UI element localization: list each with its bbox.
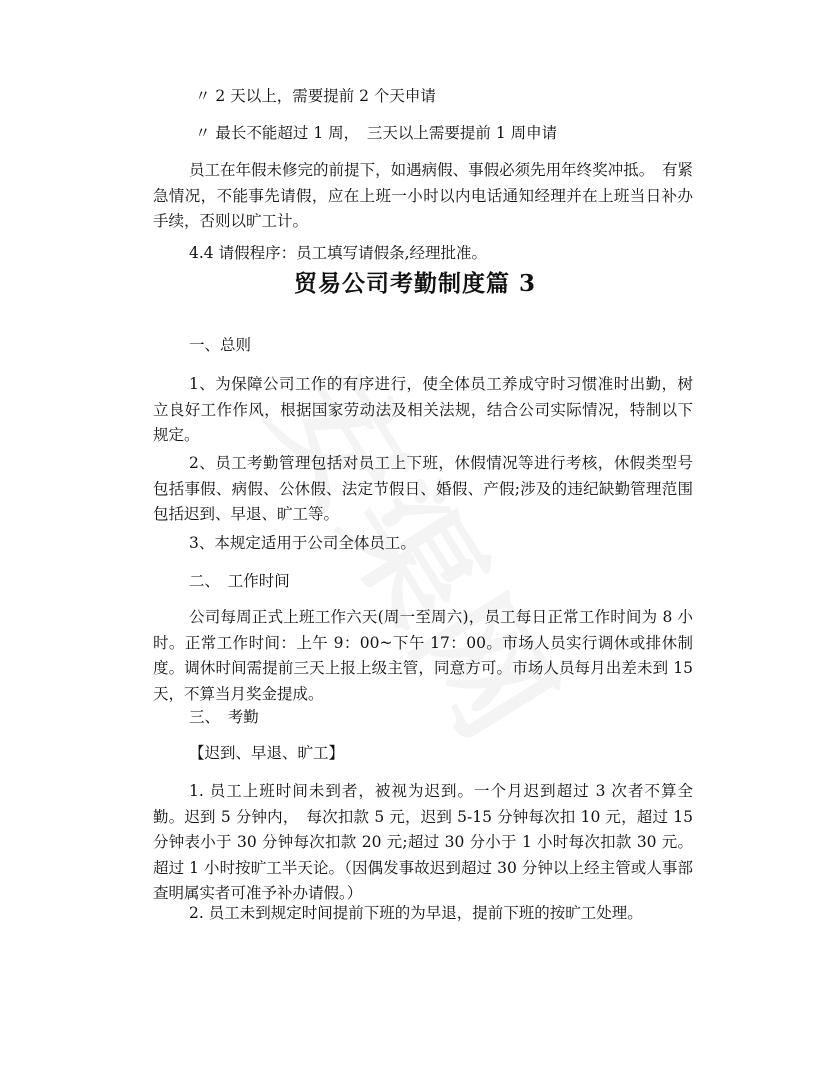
annual-leave-paragraph: 员工在年假未修完的前提下，如遇病假、事假必须先用年终奖冲抵。 有紧急情况，不能事先请假，应在上班一小时以内电话通知经理并在上班当日补办手续，否则以旷工计。	[153, 161, 693, 230]
bullet-line-1: 〃 2 天以上，需要提前 2 个天申请	[195, 87, 436, 105]
work-time-paragraph: 公司每周正式上班工作六天(周一至周六)，员工每日正常工作时间为 8 小时。正常工作时间：上午 9：00~下午 17：00。市场人员实行调休或排休制度。调休时间需提前三天上报上级主管，同意方可。市场人员每月出差未到 15 天，不算当月奖金提成。	[153, 608, 693, 703]
bullet-line-2: 〃 最长不能超过 1 周， 三天以上需要提前 1 周申请	[195, 124, 558, 142]
early-leave-line: 2. 员工未到规定时间提前下班的为早退，提前下班的按旷工处理。	[189, 904, 643, 922]
leave-procedure-line: 4.4 请假程序：员工填写请假条,经理批准。	[189, 244, 488, 262]
heading-attendance: 三、 考勤	[189, 708, 259, 726]
section-title: 贸易公司考勤制度篇 3	[293, 270, 536, 297]
heading-general: 一、总则	[189, 336, 252, 354]
general-item-1: 1、为保障公司工作的有序进行，使全体员工养成守时习惯准时出勤，树立良好工作作风，根据国家劳动法及相关法规，结合公司实际情况，特制以下规定。	[153, 375, 693, 444]
general-item-2: 2、员工考勤管理包括对员工上下班，休假情况等进行考核，休假类型号包括事假、病假、公休假、法定节假日、婚假、产假;涉及的违纪缺勤管理范围包括迟到、早退、旷工等。	[153, 454, 693, 523]
bracket-heading: 【迟到、早退、旷工】	[189, 744, 345, 762]
general-item-3: 3、本规定适用于公司全体员工。	[189, 534, 416, 552]
late-rules-paragraph: 1. 员工上班时间未到者，被视为迟到。一个月迟到超过 3 次者不算全勤。迟到 5 分钟内， 每次扣款 5 元，迟到 5-15 分钟每次扣 10 元，超过 15 分钟表小于 30 分钟每次扣款 20 元;超过 30 分小于 1 小时每次扣款 30 元。超过 1 小时按旷工半天论。（因偶发事故迟到超过 30 分钟以上经主管或人事部查明属实者可准予补办请假。）	[153, 782, 693, 902]
heading-work-time: 二、 工作时间	[189, 572, 290, 590]
